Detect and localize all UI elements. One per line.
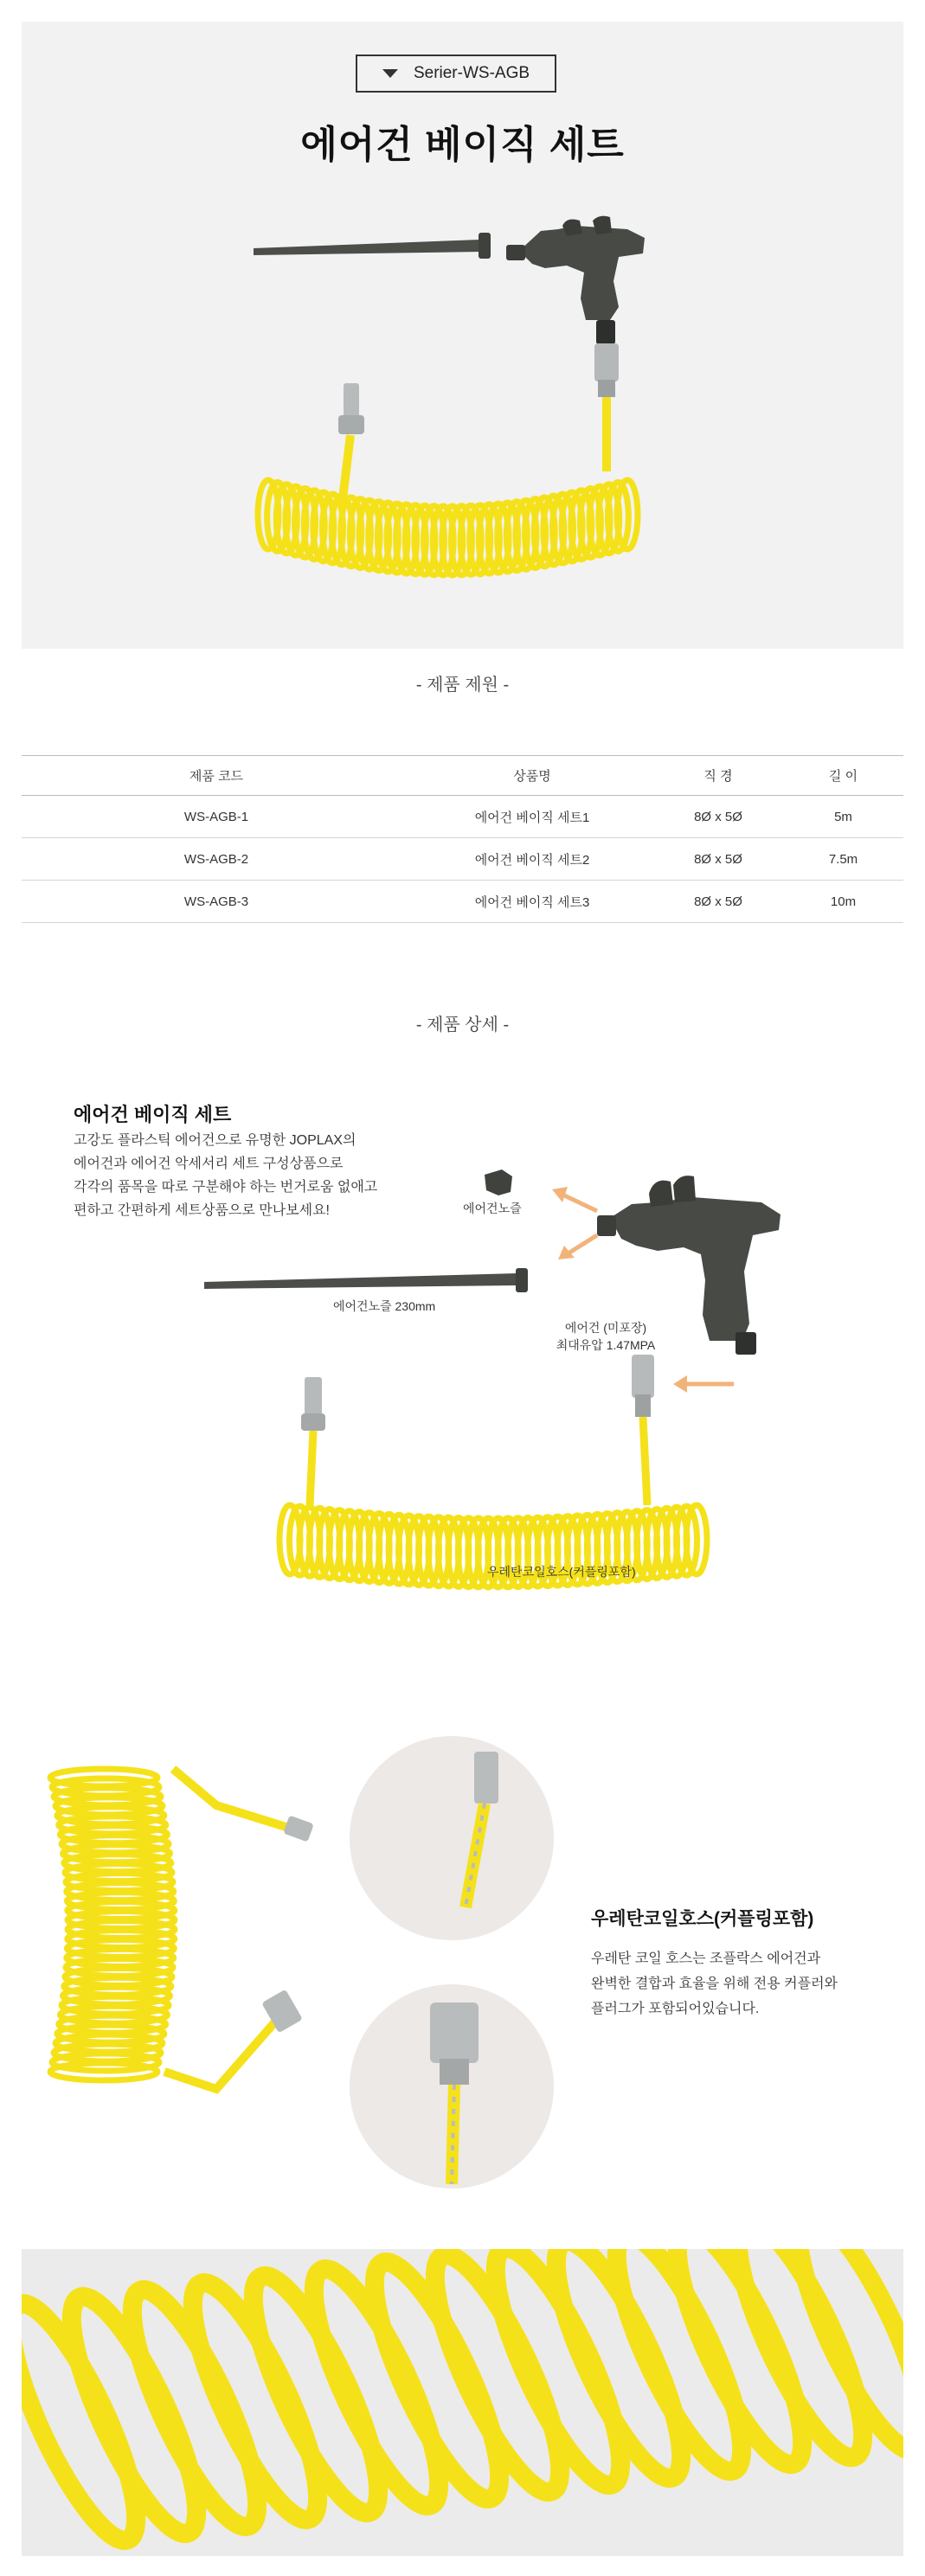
coil-hose-graphic: [50, 1769, 175, 2080]
gun-label-line1: 에어건 (미포장): [564, 1321, 647, 1335]
arrow-icon: [552, 1187, 597, 1211]
table-row: [22, 838, 903, 881]
spec-table: [22, 755, 903, 923]
coil-line: 플러그가 포함되어있습니다.: [591, 2002, 760, 2016]
arrow-icon: [558, 1235, 597, 1259]
cell-code: WS-AGB-2: [22, 838, 411, 881]
detail-heading: 에어건 베이직 세트: [74, 1104, 232, 1125]
gun-label: [545, 1319, 666, 1354]
detail-line: 편하고 간편하게 세트상품으로 만나보세요!: [74, 1203, 330, 1218]
column-header-name: 상품명: [411, 756, 653, 796]
detail-line: 각각의 품목을 따로 구분해야 하는 번거로움 없애고: [74, 1180, 378, 1195]
table-header-row: [22, 756, 903, 796]
coil-hose-graphic: [22, 2249, 903, 2556]
coil-hose-graphic: [258, 480, 638, 575]
series-label: Serier-WS-AGB: [413, 64, 530, 82]
spec-section-title: - 제품 제원 -: [415, 676, 510, 695]
column-header-length: 길 이: [783, 756, 903, 796]
hero-section: [22, 22, 903, 649]
column-header-diameter: 직 경: [653, 756, 783, 796]
cell-diameter: 8Ø x 5Ø: [653, 881, 783, 923]
coil-line: 우레탄 코일 호스는 조플락스 에어건과: [591, 1951, 821, 1966]
plug-graphic: [305, 1377, 322, 1415]
cell-code: WS-AGB-1: [22, 796, 411, 838]
cell-length: 7.5m: [783, 838, 903, 881]
table-row: [22, 796, 903, 838]
cell-length: 5m: [783, 796, 903, 838]
air-gun-set-photo: [22, 22, 903, 649]
coil-description: [591, 1946, 838, 2022]
coil-closeup-photo: [22, 2249, 903, 2556]
cell-name: 에어건 베이직 세트3: [411, 881, 653, 923]
cell-code: WS-AGB-3: [22, 881, 411, 923]
coupler-graphic: [632, 1355, 654, 1398]
arrow-icon: [673, 1375, 734, 1393]
cell-diameter: 8Ø x 5Ø: [653, 796, 783, 838]
detail-line: 에어건과 에어건 악세서리 세트 구성상품으로: [74, 1157, 344, 1171]
hose-label: 우레탄코일호스(커플링포함): [487, 1565, 636, 1579]
table-row: [22, 881, 903, 923]
column-header-code: 제품 코드: [22, 756, 411, 796]
cell-diameter: 8Ø x 5Ø: [653, 838, 783, 881]
coil-heading: 우레탄코일호스(커플링포함): [591, 1909, 814, 1929]
plug-closeup-circle: [350, 1736, 554, 1940]
coil-line: 완벽한 결합과 효율을 위해 전용 커플러와: [591, 1977, 838, 1991]
detail-section-title: - 제품 상세 -: [415, 1016, 510, 1035]
cell-name: 에어건 베이직 세트1: [411, 796, 653, 838]
long-nozzle-label: 에어건노즐 230mm: [333, 1299, 436, 1313]
long-nozzle-graphic: [204, 1273, 517, 1289]
cell-length: 10m: [783, 881, 903, 923]
nozzle-label: 에어건노즐: [463, 1201, 522, 1215]
detail-line: 고강도 플라스틱 에어건으로 유명한 JOPLAX의: [74, 1133, 357, 1148]
small-nozzle-graphic: [485, 1169, 512, 1195]
page-title: 에어건 베이직 세트: [300, 124, 625, 166]
cell-name: 에어건 베이직 세트2: [411, 838, 653, 881]
gun-label-line2: 최대유압 1.47MPA: [556, 1338, 656, 1352]
